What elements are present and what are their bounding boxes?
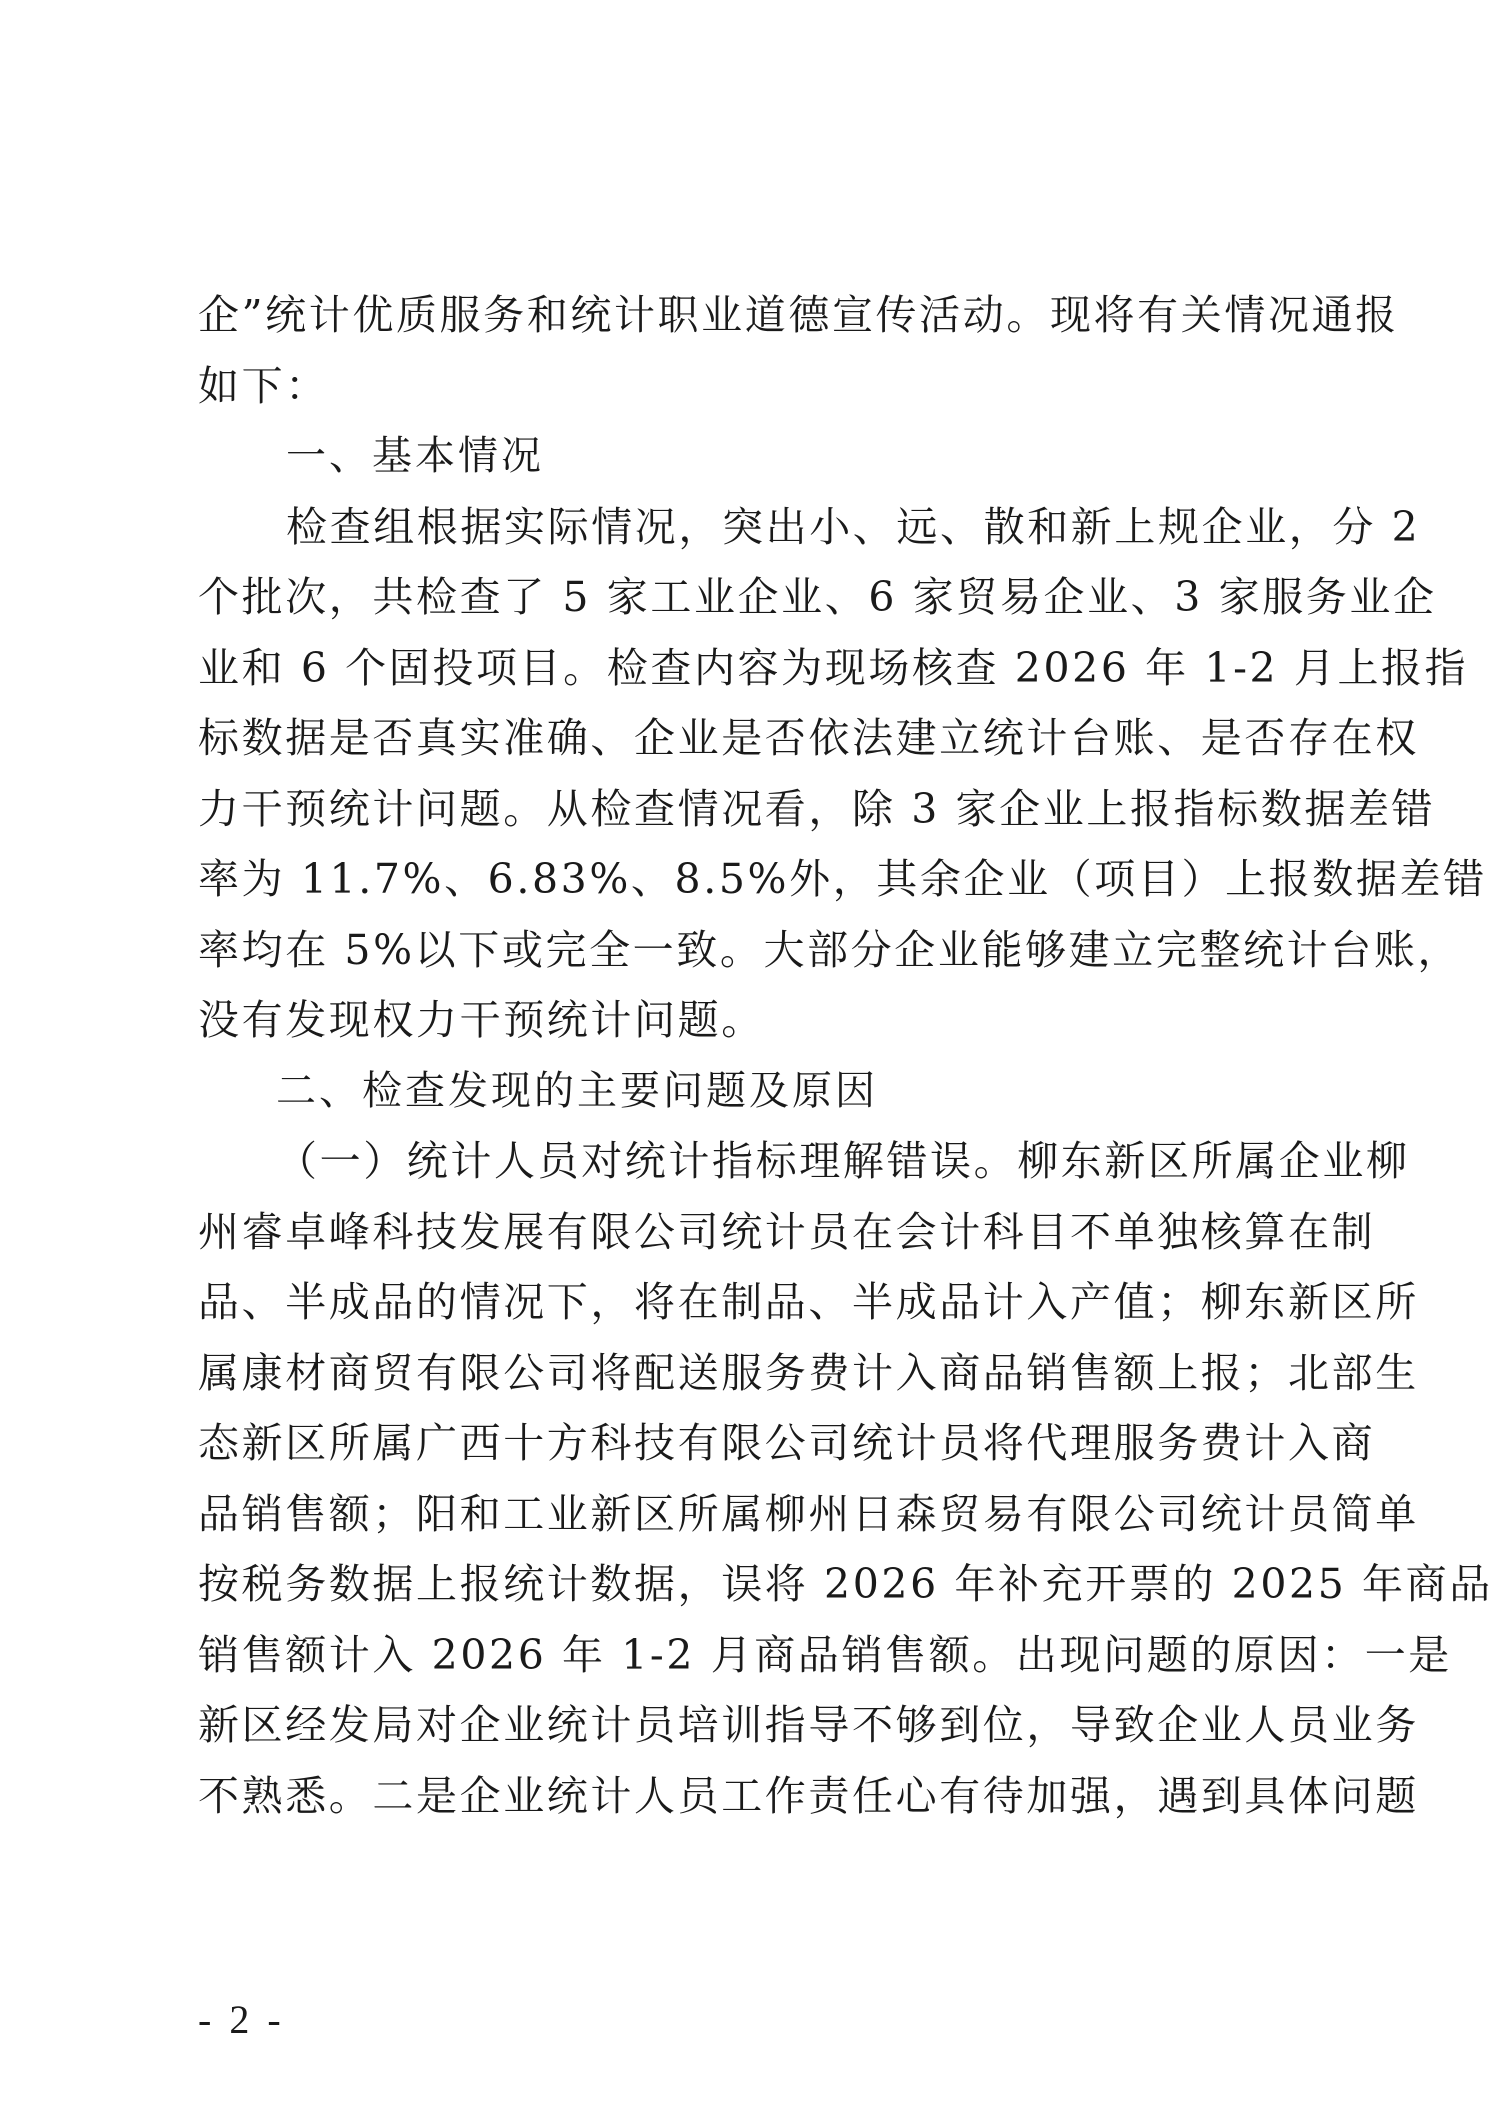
- text-line: 品销售额；阳和工业新区所属柳州日森贸易有限公司统计员简单: [198, 1489, 1419, 1538]
- section-heading-problems: 二、检查发现的主要问题及原因: [276, 1067, 878, 1114]
- text-line: 品、半成品的情况下，将在制品、半成品计入产值；柳东新区所: [198, 1278, 1419, 1326]
- text-line: 州睿卓峰科技发展有限公司统计员在会计科目不单独核算在制: [198, 1207, 1376, 1256]
- text-line: 率均在 5%以下或完全一致。大部分企业能够建立完整统计台账，: [198, 925, 1462, 974]
- text-line: 率为 11.7%、6.83%、8.5%外，其余企业（项目）上报数据差错: [198, 855, 1487, 903]
- text-line: 不熟悉。二是企业统计人员工作责任心有待加强，遇到具体问题: [198, 1771, 1419, 1820]
- text-line: 力干预统计问题。从检查情况看，除 3 家企业上报指标数据差错: [198, 784, 1436, 833]
- text-line: 业和 6 个固投项目。检查内容为现场核查 2026 年 1-2 月上报指: [198, 643, 1469, 692]
- page-number: - 2 -: [198, 1997, 285, 2042]
- text-line: 没有发现权力干预统计问题。: [198, 996, 765, 1044]
- text-line: 按税务数据上报统计数据，误将 2026 年补充开票的 2025 年商品: [198, 1560, 1493, 1608]
- text-line: 个批次，共检查了 5 家工业企业、6 家贸易企业、3 家服务业企: [198, 573, 1437, 621]
- text-line: 属康材商贸有限公司将配送服务费计入商品销售额上报；北部生: [198, 1348, 1419, 1397]
- text-line: 新区经发局对企业统计员培训指导不够到位，导致企业人员业务: [198, 1701, 1419, 1749]
- text-line: 检查组根据实际情况，突出小、远、散和新上规企业，分 2: [286, 502, 1421, 551]
- text-line: （一）统计人员对统计指标理解错误。柳东新区所属企业柳: [276, 1137, 1410, 1185]
- text-line: 态新区所属广西十方科技有限公司统计员将代理服务费计入商: [198, 1419, 1376, 1467]
- section-heading-basic: 一、基本情况: [286, 433, 544, 479]
- text-line: 销售额计入 2026 年 1-2 月商品销售额。出现问题的原因：一是: [198, 1630, 1452, 1679]
- text-line: 企”统计优质服务和统计职业道德宣传活动。现将有关情况通报: [198, 291, 1399, 339]
- text-line: 标数据是否真实准确、企业是否依法建立统计台账、是否存在权: [198, 714, 1419, 762]
- text-line: 如下：: [198, 361, 329, 410]
- body-text: [198, 280, 1493, 1831]
